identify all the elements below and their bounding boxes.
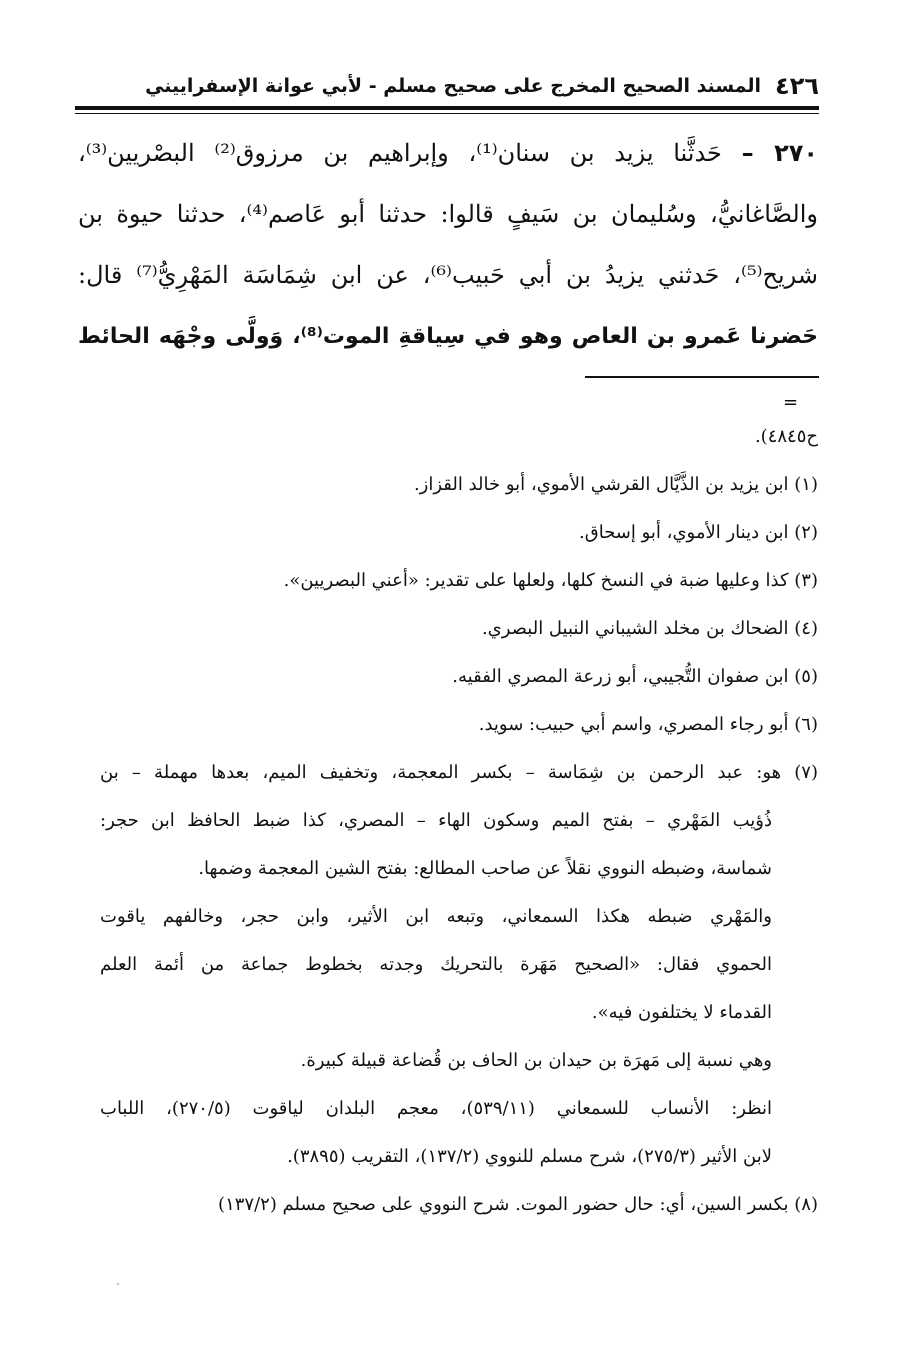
footnote-8: (٨) بكسر السين، أي: حال حضور الموت. شرح النووي على صحيح مسلم (١٣٧/٢) [218,1194,818,1215]
running-title: المسند الصحيح المخرج على صحيح مسلم - لأبي عوانة الإسفراييني [145,75,762,97]
header-rule-thin [75,113,819,114]
footnotes [100,413,818,1229]
hadith-matn-line: حَضرنا عَمرو بن العاص وهو في سِياقةِ الموت⁽⁸⁾، وَولَّى وجْهَه الحائط [78,324,818,349]
hadith-line-3: شريح⁽⁵⁾، حَدثني يزيدُ بن أبي حَبيب⁽⁶⁾، عن ابن شِمَاسَة المَهْرِيُّ⁽⁷⁾ قال: [78,261,818,289]
page-number: ٤٢٦ [775,72,819,100]
footnote-7-line-1: (٧) هو: عبد الرحمن بن شِمَاسة – بكسر المعجمة، وتخفيف الميم، بعدها مهملة – بن [100,762,818,783]
header-rule-thick [75,106,819,110]
stray-dot [117,1283,119,1285]
footnote-7-line-6: القدماء لا يختلفون فيه». [591,1002,772,1023]
hadith-line-1 [78,123,818,184]
footnote-continuation: ح٤٨٤٥). [754,426,818,447]
hadith-line-2: والصَّاغانيُّ، وسُليمان بن سَيفٍ قالوا: حدثنا أبو عَاصم⁽⁴⁾، حدثنا حيوة بن [78,200,818,228]
footnote-6: (٦) أبو رجاء المصري، واسم أبي حبيب: سويد. [478,714,818,735]
footnote-separator [585,376,819,378]
footnote-7-line-3: شماسة، وضبطه النووي نقلاً عن صاحب المطالع: بفتح الشين المعجمة وضمها. [198,858,772,879]
page-header [75,66,819,106]
footnote-7-line-2: ذُؤيب المَهْري – بفتح الميم وسكون الهاء – المصري، كذا ضبط الحافظ ابن حجر: [100,810,772,831]
continuation-mark: = [783,392,799,413]
footnote-4: (٤) الضحاك بن مخلد الشيباني النبيل البصري. [481,618,818,639]
hadith-number: ٢٧٠ – [741,139,818,167]
footnote-7-line-7: وهي نسبة إلى مَهرَة بن حيدان بن الحاف بن قُضاعة قبيلة كبيرة. [300,1050,772,1071]
footnote-5: (٥) ابن صفوان التُّجيبي، أبو زرعة المصري الفقيه. [452,666,818,687]
hadith-text [78,123,818,367]
footnote-3: (٣) كذا وعليها ضبة في النسخ كلها، ولعلها على تقدير: «أعني البصريين». [283,570,818,591]
hadith-isnad-1: حَدثَّنا يزيد بن سنان⁽¹⁾، وإبراهيم بن مرزوق⁽²⁾ البصْريين⁽³⁾، [78,139,722,167]
footnote-7-line-8: انظر: الأنساب للسمعاني (٥٣٩/١١)، معجم البلدان لياقوت (٢٧٠/٥)، اللباب [100,1098,772,1119]
footnote-1: (١) ابن يزيد بن الذَّيَّال القرشي الأموي، أبو خالد القزاز. [413,474,818,495]
footnote-7-line-9: لابن الأثير (٢٧٥/٣)، شرح مسلم للنووي (١٣٧/٢)، التقريب (٣٨٩٥). [287,1146,772,1167]
footnote-2: (٢) ابن دينار الأموي، أبو إسحاق. [579,522,818,543]
footnote-7-line-5: الحموي فقال: «الصحيح مَهَرة بالتحريك وجدته بخطوط جماعة من أئمة العلم [100,954,772,975]
footnote-7-line-4: والمَهْري ضبطه هكذا السمعاني، وتبعه ابن الأثير، وابن حجر، وخالفهم ياقوت [100,906,772,927]
